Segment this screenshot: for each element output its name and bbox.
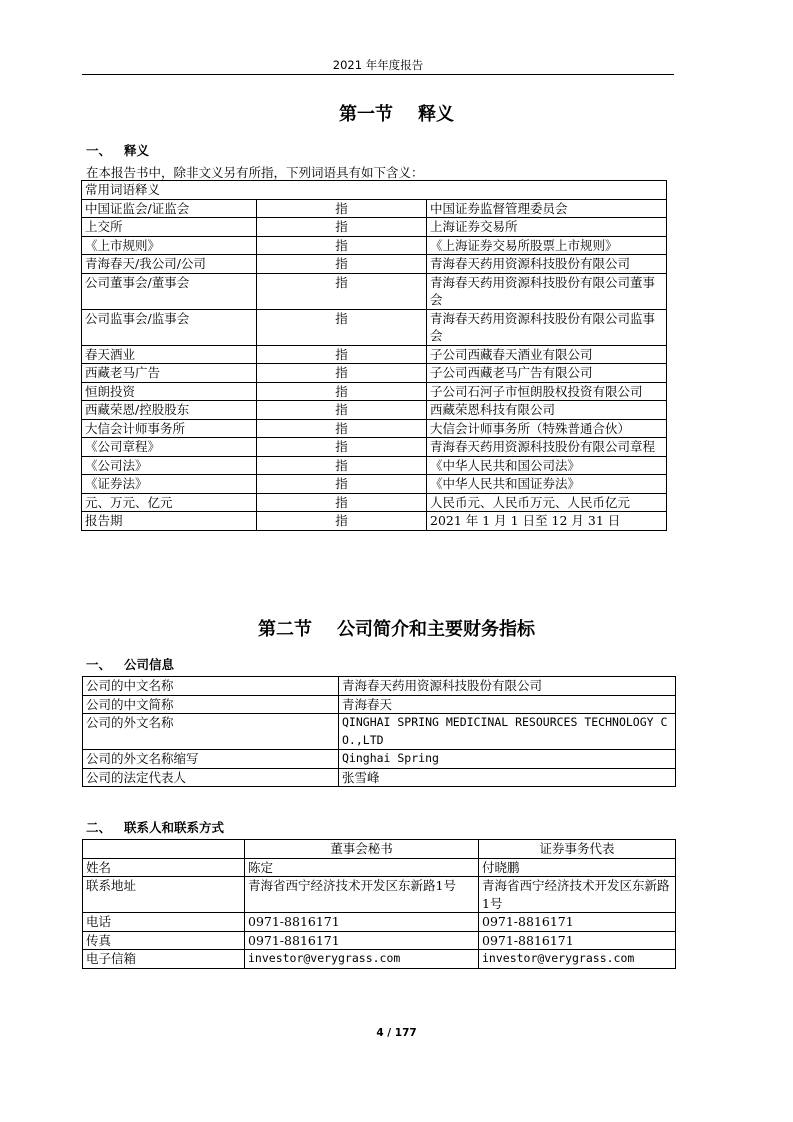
contact-heading: 二、 联系人和联系方式 — [86, 820, 225, 835]
table-row — [82, 255, 667, 274]
contact-label: 姓名 — [83, 858, 245, 877]
secretary-cell: 0971-8816171 — [245, 931, 479, 950]
meaning-cell: 《上海证券交易所股票上市规则》 — [427, 236, 667, 255]
secretary-email-link[interactable]: investor@verygrass.com — [245, 950, 479, 969]
table-row — [83, 750, 676, 769]
info-value: Qinghai Spring — [339, 750, 676, 769]
info-value: 青海春天药用资源科技股份有限公司 — [339, 677, 676, 696]
table-row — [83, 714, 676, 750]
term-cell: 中国证监会/证监会 — [82, 199, 257, 218]
section-1-title: 第一节 释义 — [338, 104, 455, 125]
table-row — [83, 768, 676, 787]
term-cell: 大信会计师事务所 — [82, 419, 257, 438]
term-cell: 青海春天/我公司/公司 — [82, 255, 257, 274]
table-row — [83, 950, 676, 969]
secretary-cell: 青海省西宁经济技术开发区东新路1号 — [245, 877, 479, 913]
header-rule — [82, 74, 674, 75]
representative-cell: 0971-8816171 — [479, 913, 676, 932]
term-cell: 《上市规则》 — [82, 236, 257, 255]
relation-cell: 指 — [257, 493, 427, 512]
relation-cell: 指 — [257, 419, 427, 438]
meaning-cell: 《中华人民共和国公司法》 — [427, 456, 667, 475]
definitions-table-caption: 常用词语释义 — [82, 181, 667, 200]
relation-cell: 指 — [257, 199, 427, 218]
page-header: 2021 年年度报告 — [332, 58, 424, 72]
table-row — [82, 419, 667, 438]
meaning-cell: 人民币元、人民币万元、人民币亿元 — [427, 493, 667, 512]
info-label: 公司的外文名称 — [83, 714, 339, 750]
representative-cell: 青海省西宁经济技术开发区东新路1号 — [479, 877, 676, 913]
info-value: 青海春天 — [339, 695, 676, 714]
term-cell: 《证券法》 — [82, 475, 257, 494]
term-cell: 西藏老马广告 — [82, 364, 257, 383]
relation-cell: 指 — [257, 401, 427, 420]
contact-label: 传真 — [83, 931, 245, 950]
table-row — [83, 858, 676, 877]
info-label: 公司的中文名称 — [83, 677, 339, 696]
meaning-cell: 子公司石河子市恒朗股权投资有限公司 — [427, 382, 667, 401]
table-row — [82, 199, 667, 218]
meaning-cell: 中国证券监督管理委员会 — [427, 199, 667, 218]
definitions-heading: 一、 释义 — [86, 143, 150, 158]
term-cell: 公司董事会/董事会 — [82, 273, 257, 309]
table-row — [82, 309, 667, 345]
table-row — [83, 913, 676, 932]
term-cell: 西藏荣恩/控股股东 — [82, 401, 257, 420]
term-cell: 春天酒业 — [82, 345, 257, 364]
relation-cell: 指 — [257, 512, 427, 531]
meaning-cell: 2021 年 1 月 1 日至 12 月 31 日 — [427, 512, 667, 531]
table-row — [83, 695, 676, 714]
table-row — [82, 401, 667, 420]
table-row — [82, 382, 667, 401]
column-header-representative: 证券事务代表 — [479, 840, 676, 859]
table-row — [83, 877, 676, 913]
table-row — [82, 364, 667, 383]
table-row — [82, 236, 667, 255]
info-label: 公司的中文简称 — [83, 695, 339, 714]
term-cell: 上交所 — [82, 218, 257, 237]
term-cell: 恒朗投资 — [82, 382, 257, 401]
secretary-cell: 0971-8816171 — [245, 913, 479, 932]
contact-label: 电子信箱 — [83, 950, 245, 969]
meaning-cell: 子公司西藏老马广告有限公司 — [427, 364, 667, 383]
contact-header-blank — [83, 840, 245, 859]
section-2-title: 第二节 公司简介和主要财务指标 — [257, 619, 536, 640]
relation-cell: 指 — [257, 475, 427, 494]
definitions-intro: 在本报告书中，除非文义另有所指，下列词语具有如下含义： — [86, 165, 424, 180]
relation-cell: 指 — [257, 456, 427, 475]
table-row — [82, 345, 667, 364]
page-number: 4 / 177 — [376, 1027, 417, 1039]
table-row — [83, 840, 676, 859]
meaning-cell: 青海春天药用资源科技股份有限公司 — [427, 255, 667, 274]
info-label: 公司的外文名称缩写 — [83, 750, 339, 769]
term-cell: 元、万元、亿元 — [82, 493, 257, 512]
company-info-table — [82, 676, 676, 787]
meaning-cell: 青海春天药用资源科技股份有限公司章程 — [427, 438, 667, 457]
meaning-cell: 上海证券交易所 — [427, 218, 667, 237]
contact-table — [82, 839, 676, 969]
meaning-cell: 西藏荣恩科技有限公司 — [427, 401, 667, 420]
info-label: 公司的法定代表人 — [83, 768, 339, 787]
relation-cell: 指 — [257, 273, 427, 309]
table-row — [82, 475, 667, 494]
representative-cell: 0971-8816171 — [479, 931, 676, 950]
representative-email-link[interactable]: investor@verygrass.com — [479, 950, 676, 969]
relation-cell: 指 — [257, 438, 427, 457]
contact-label: 联系地址 — [83, 877, 245, 913]
table-row — [82, 273, 667, 309]
term-cell: 《公司章程》 — [82, 438, 257, 457]
table-row — [82, 438, 667, 457]
table-row — [82, 512, 667, 531]
relation-cell: 指 — [257, 345, 427, 364]
relation-cell: 指 — [257, 364, 427, 383]
company-info-heading: 一、 公司信息 — [86, 657, 175, 672]
definitions-table — [81, 180, 667, 531]
term-cell: 报告期 — [82, 512, 257, 531]
secretary-cell: 陈定 — [245, 858, 479, 877]
relation-cell: 指 — [257, 218, 427, 237]
meaning-cell: 《中华人民共和国证券法》 — [427, 475, 667, 494]
relation-cell: 指 — [257, 236, 427, 255]
info-value: QINGHAI SPRING MEDICINAL RESOURCES TECHNOLOGY CO.,LTD — [339, 714, 676, 750]
table-row — [83, 931, 676, 950]
term-cell: 公司监事会/监事会 — [82, 309, 257, 345]
info-value: 张雪峰 — [339, 768, 676, 787]
relation-cell: 指 — [257, 309, 427, 345]
meaning-cell: 青海春天药用资源科技股份有限公司董事会 — [427, 273, 667, 309]
relation-cell: 指 — [257, 255, 427, 274]
table-row — [82, 456, 667, 475]
meaning-cell: 子公司西藏春天酒业有限公司 — [427, 345, 667, 364]
table-row — [83, 677, 676, 696]
term-cell: 《公司法》 — [82, 456, 257, 475]
meaning-cell: 青海春天药用资源科技股份有限公司监事会 — [427, 309, 667, 345]
column-header-secretary: 董事会秘书 — [245, 840, 479, 859]
contact-label: 电话 — [83, 913, 245, 932]
meaning-cell: 大信会计师事务所（特殊普通合伙） — [427, 419, 667, 438]
table-row — [82, 493, 667, 512]
representative-cell: 付晓鹏 — [479, 858, 676, 877]
table-row — [82, 218, 667, 237]
relation-cell: 指 — [257, 382, 427, 401]
